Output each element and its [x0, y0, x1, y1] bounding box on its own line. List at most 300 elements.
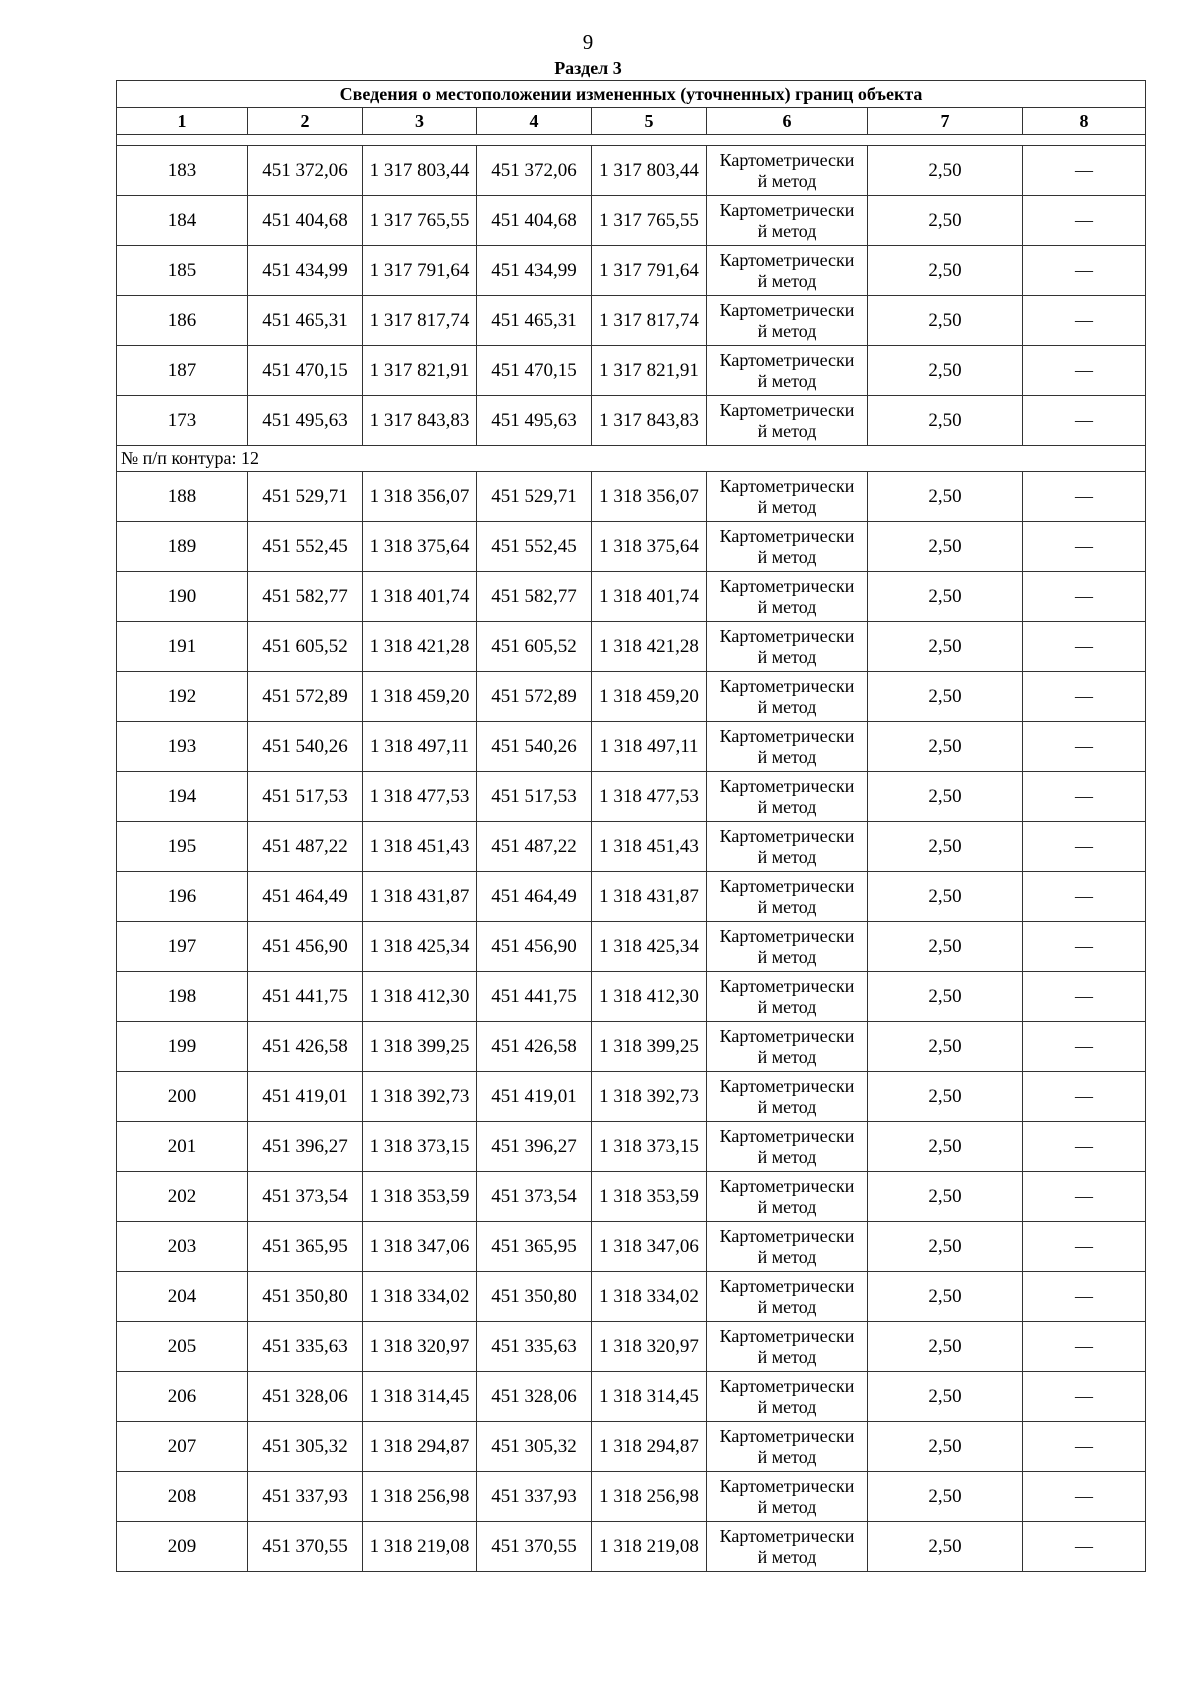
method-line2: й метод	[757, 370, 817, 391]
table-caption: Сведения о местоположении измененных (уточненных) границ объекта	[117, 81, 1146, 108]
table-row	[117, 346, 1146, 396]
point-number-cell: 200	[117, 1072, 248, 1122]
method-line1: Картометрически	[719, 925, 855, 946]
x-existing-cell: 451 552,45	[248, 522, 363, 572]
method-cell	[707, 672, 868, 722]
method-line1: Картометрически	[719, 1225, 855, 1246]
x-existing-cell: 451 441,75	[248, 972, 363, 1022]
x-existing-cell: 451 572,89	[248, 672, 363, 722]
x-new-cell: 451 396,27	[477, 1122, 592, 1172]
table-row	[117, 1272, 1146, 1322]
point-number-cell: 208	[117, 1472, 248, 1522]
y-new-cell: 1 318 375,64	[592, 522, 707, 572]
table-row	[117, 872, 1146, 922]
method-line1: Картометрически	[719, 725, 855, 746]
y-new-cell: 1 318 320,97	[592, 1322, 707, 1372]
accuracy-cell: 2,50	[868, 1422, 1023, 1472]
point-number-cell: 194	[117, 772, 248, 822]
description-cell: —	[1023, 872, 1146, 922]
y-new-cell: 1 318 373,15	[592, 1122, 707, 1172]
accuracy-cell: 2,50	[868, 1522, 1023, 1572]
table-row	[117, 772, 1146, 822]
x-new-cell: 451 529,71	[477, 472, 592, 522]
y-new-cell: 1 318 459,20	[592, 672, 707, 722]
y-existing-cell: 1 318 425,34	[363, 922, 477, 972]
method-line2: й метод	[757, 896, 817, 917]
method-line1: Картометрически	[719, 1175, 855, 1196]
description-cell: —	[1023, 622, 1146, 672]
y-existing-cell: 1 318 373,15	[363, 1122, 477, 1172]
method-cell	[707, 1172, 868, 1222]
point-number-cell: 207	[117, 1422, 248, 1472]
table-row	[117, 1372, 1146, 1422]
description-cell: —	[1023, 922, 1146, 972]
y-new-cell: 1 318 334,02	[592, 1272, 707, 1322]
x-new-cell: 451 328,06	[477, 1372, 592, 1422]
y-new-cell: 1 318 421,28	[592, 622, 707, 672]
method-cell	[707, 472, 868, 522]
x-new-cell: 451 605,52	[477, 622, 592, 672]
y-existing-cell: 1 318 392,73	[363, 1072, 477, 1122]
method-line1: Картометрически	[719, 1375, 855, 1396]
table-row	[117, 722, 1146, 772]
accuracy-cell: 2,50	[868, 1322, 1023, 1372]
x-existing-cell: 451 370,55	[248, 1522, 363, 1572]
x-new-cell: 451 441,75	[477, 972, 592, 1022]
description-cell: —	[1023, 572, 1146, 622]
method-line1: Картометрически	[719, 875, 855, 896]
method-line1: Картометрически	[719, 1325, 855, 1346]
point-number-cell: 185	[117, 246, 248, 296]
method-line1: Картометрически	[719, 1475, 855, 1496]
method-cell	[707, 822, 868, 872]
method-line1: Картометрически	[719, 1425, 855, 1446]
point-number-cell: 204	[117, 1272, 248, 1322]
method-line1: Картометрически	[719, 1075, 855, 1096]
table-row	[117, 972, 1146, 1022]
column-header: 5	[592, 108, 707, 135]
method-line2: й метод	[757, 270, 817, 291]
y-new-cell: 1 318 392,73	[592, 1072, 707, 1122]
description-cell: —	[1023, 346, 1146, 396]
method-cell	[707, 572, 868, 622]
method-line2: й метод	[757, 796, 817, 817]
y-new-cell: 1 317 791,64	[592, 246, 707, 296]
method-line2: й метод	[757, 746, 817, 767]
method-line2: й метод	[757, 696, 817, 717]
table-row	[117, 1522, 1146, 1572]
method-line1: Картометрически	[719, 349, 855, 370]
method-line1: Картометрически	[719, 475, 855, 496]
table-row	[117, 1022, 1146, 1072]
y-existing-cell: 1 317 821,91	[363, 346, 477, 396]
method-line1: Картометрически	[719, 249, 855, 270]
x-new-cell: 451 373,54	[477, 1172, 592, 1222]
method-cell	[707, 1322, 868, 1372]
y-new-cell: 1 318 314,45	[592, 1372, 707, 1422]
method-cell	[707, 296, 868, 346]
description-cell: —	[1023, 296, 1146, 346]
description-cell: —	[1023, 1472, 1146, 1522]
method-line2: й метод	[757, 1146, 817, 1167]
method-line1: Картометрически	[719, 1275, 855, 1296]
description-cell: —	[1023, 1122, 1146, 1172]
table-row	[117, 822, 1146, 872]
method-line1: Картометрически	[719, 1025, 855, 1046]
x-existing-cell: 451 419,01	[248, 1072, 363, 1122]
x-new-cell: 451 465,31	[477, 296, 592, 346]
x-new-cell: 451 335,63	[477, 1322, 592, 1372]
description-cell: —	[1023, 246, 1146, 296]
method-line1: Картометрически	[719, 975, 855, 996]
x-existing-cell: 451 335,63	[248, 1322, 363, 1372]
method-line2: й метод	[757, 596, 817, 617]
accuracy-cell: 2,50	[868, 1472, 1023, 1522]
y-new-cell: 1 318 294,87	[592, 1422, 707, 1472]
point-number-cell: 188	[117, 472, 248, 522]
description-cell: —	[1023, 1322, 1146, 1372]
point-number-cell: 203	[117, 1222, 248, 1272]
method-line2: й метод	[757, 996, 817, 1017]
y-new-cell: 1 318 401,74	[592, 572, 707, 622]
column-header: 4	[477, 108, 592, 135]
x-existing-cell: 451 464,49	[248, 872, 363, 922]
accuracy-cell: 2,50	[868, 246, 1023, 296]
description-cell: —	[1023, 972, 1146, 1022]
point-number-cell: 192	[117, 672, 248, 722]
x-existing-cell: 451 365,95	[248, 1222, 363, 1272]
method-line2: й метод	[757, 1396, 817, 1417]
y-existing-cell: 1 317 765,55	[363, 196, 477, 246]
x-existing-cell: 451 305,32	[248, 1422, 363, 1472]
y-existing-cell: 1 318 334,02	[363, 1272, 477, 1322]
method-cell	[707, 1472, 868, 1522]
method-cell	[707, 922, 868, 972]
accuracy-cell: 2,50	[868, 346, 1023, 396]
table-row	[117, 146, 1146, 196]
section-title: Раздел 3	[554, 58, 622, 78]
page-number: 9	[582, 30, 594, 54]
x-new-cell: 451 540,26	[477, 722, 592, 772]
x-existing-cell: 451 396,27	[248, 1122, 363, 1172]
method-cell	[707, 346, 868, 396]
x-new-cell: 451 572,89	[477, 672, 592, 722]
accuracy-cell: 2,50	[868, 1372, 1023, 1422]
table-row	[117, 1172, 1146, 1222]
table-row	[117, 922, 1146, 972]
method-line1: Картометрически	[719, 299, 855, 320]
accuracy-cell: 2,50	[868, 522, 1023, 572]
y-existing-cell: 1 317 791,64	[363, 246, 477, 296]
point-number-cell: 189	[117, 522, 248, 572]
method-line2: й метод	[757, 1196, 817, 1217]
x-new-cell: 451 365,95	[477, 1222, 592, 1272]
table-row	[117, 1222, 1146, 1272]
x-new-cell: 451 456,90	[477, 922, 592, 972]
column-header: 6	[707, 108, 868, 135]
x-existing-cell: 451 540,26	[248, 722, 363, 772]
method-line2: й метод	[757, 1046, 817, 1067]
point-number-cell: 193	[117, 722, 248, 772]
description-cell: —	[1023, 1272, 1146, 1322]
x-new-cell: 451 337,93	[477, 1472, 592, 1522]
y-new-cell: 1 318 219,08	[592, 1522, 707, 1572]
x-new-cell: 451 419,01	[477, 1072, 592, 1122]
description-cell: —	[1023, 1072, 1146, 1122]
point-number-cell: 199	[117, 1022, 248, 1072]
method-cell	[707, 146, 868, 196]
table-row	[117, 396, 1146, 446]
accuracy-cell: 2,50	[868, 146, 1023, 196]
y-existing-cell: 1 318 320,97	[363, 1322, 477, 1372]
x-new-cell: 451 404,68	[477, 196, 592, 246]
x-new-cell: 451 495,63	[477, 396, 592, 446]
y-existing-cell: 1 318 219,08	[363, 1522, 477, 1572]
x-existing-cell: 451 434,99	[248, 246, 363, 296]
y-new-cell: 1 318 451,43	[592, 822, 707, 872]
table-row	[117, 1122, 1146, 1172]
method-line1: Картометрически	[719, 199, 855, 220]
table-row	[117, 246, 1146, 296]
description-cell: —	[1023, 196, 1146, 246]
accuracy-cell: 2,50	[868, 196, 1023, 246]
x-existing-cell: 451 426,58	[248, 1022, 363, 1072]
accuracy-cell: 2,50	[868, 972, 1023, 1022]
x-existing-cell: 451 350,80	[248, 1272, 363, 1322]
description-cell: —	[1023, 672, 1146, 722]
y-new-cell: 1 318 431,87	[592, 872, 707, 922]
y-new-cell: 1 317 821,91	[592, 346, 707, 396]
method-line1: Картометрически	[719, 775, 855, 796]
method-cell	[707, 872, 868, 922]
y-existing-cell: 1 318 353,59	[363, 1172, 477, 1222]
x-existing-cell: 451 328,06	[248, 1372, 363, 1422]
table-body	[117, 135, 1146, 1572]
method-cell	[707, 1422, 868, 1472]
y-existing-cell: 1 318 421,28	[363, 622, 477, 672]
x-new-cell: 451 370,55	[477, 1522, 592, 1572]
x-existing-cell: 451 456,90	[248, 922, 363, 972]
accuracy-cell: 2,50	[868, 472, 1023, 522]
description-cell: —	[1023, 1172, 1146, 1222]
method-cell	[707, 246, 868, 296]
y-existing-cell: 1 317 817,74	[363, 296, 477, 346]
method-line1: Картометрически	[719, 575, 855, 596]
x-existing-cell: 451 605,52	[248, 622, 363, 672]
method-cell	[707, 1022, 868, 1072]
method-line1: Картометрически	[719, 825, 855, 846]
method-line2: й метод	[757, 496, 817, 517]
column-number-row	[117, 108, 1146, 135]
x-existing-cell: 451 487,22	[248, 822, 363, 872]
method-cell	[707, 1522, 868, 1572]
x-new-cell: 451 487,22	[477, 822, 592, 872]
header-separator	[117, 135, 1146, 146]
x-existing-cell: 451 495,63	[248, 396, 363, 446]
method-cell	[707, 1122, 868, 1172]
point-number-cell: 173	[117, 396, 248, 446]
y-existing-cell: 1 318 399,25	[363, 1022, 477, 1072]
description-cell: —	[1023, 522, 1146, 572]
y-existing-cell: 1 318 401,74	[363, 572, 477, 622]
y-existing-cell: 1 318 294,87	[363, 1422, 477, 1472]
point-number-cell: 186	[117, 296, 248, 346]
table-row	[117, 196, 1146, 246]
boundary-coordinates-table	[116, 80, 1146, 1572]
method-line1: Картометрически	[719, 525, 855, 546]
x-new-cell: 451 582,77	[477, 572, 592, 622]
point-number-cell: 209	[117, 1522, 248, 1572]
description-cell: —	[1023, 1372, 1146, 1422]
method-line2: й метод	[757, 420, 817, 441]
method-cell	[707, 396, 868, 446]
y-new-cell: 1 318 497,11	[592, 722, 707, 772]
method-cell	[707, 196, 868, 246]
method-cell	[707, 722, 868, 772]
accuracy-cell: 2,50	[868, 1172, 1023, 1222]
x-existing-cell: 451 404,68	[248, 196, 363, 246]
point-number-cell: 183	[117, 146, 248, 196]
description-cell: —	[1023, 1522, 1146, 1572]
contour-row	[117, 446, 1146, 472]
method-line2: й метод	[757, 946, 817, 967]
method-cell	[707, 1372, 868, 1422]
method-cell	[707, 1272, 868, 1322]
x-existing-cell: 451 337,93	[248, 1472, 363, 1522]
accuracy-cell: 2,50	[868, 622, 1023, 672]
y-new-cell: 1 317 803,44	[592, 146, 707, 196]
y-new-cell: 1 318 477,53	[592, 772, 707, 822]
table-row	[117, 472, 1146, 522]
description-cell: —	[1023, 396, 1146, 446]
accuracy-cell: 2,50	[868, 772, 1023, 822]
method-cell	[707, 622, 868, 672]
y-existing-cell: 1 318 314,45	[363, 1372, 477, 1422]
accuracy-cell: 2,50	[868, 396, 1023, 446]
point-number-cell: 190	[117, 572, 248, 622]
accuracy-cell: 2,50	[868, 1072, 1023, 1122]
description-cell: —	[1023, 772, 1146, 822]
y-new-cell: 1 317 843,83	[592, 396, 707, 446]
y-existing-cell: 1 318 356,07	[363, 472, 477, 522]
x-new-cell: 451 426,58	[477, 1022, 592, 1072]
point-number-cell: 196	[117, 872, 248, 922]
column-header: 8	[1023, 108, 1146, 135]
method-cell	[707, 772, 868, 822]
table-row	[117, 296, 1146, 346]
table-row	[117, 522, 1146, 572]
x-new-cell: 451 470,15	[477, 346, 592, 396]
y-new-cell: 1 318 353,59	[592, 1172, 707, 1222]
method-line2: й метод	[757, 1546, 817, 1567]
method-line1: Картометрически	[719, 675, 855, 696]
method-line2: й метод	[757, 1246, 817, 1267]
table-row	[117, 622, 1146, 672]
column-header: 1	[117, 108, 248, 135]
method-line2: й метод	[757, 1446, 817, 1467]
point-number-cell: 184	[117, 196, 248, 246]
accuracy-cell: 2,50	[868, 1122, 1023, 1172]
point-number-cell: 187	[117, 346, 248, 396]
description-cell: —	[1023, 472, 1146, 522]
y-new-cell: 1 318 425,34	[592, 922, 707, 972]
description-cell: —	[1023, 722, 1146, 772]
accuracy-cell: 2,50	[868, 296, 1023, 346]
method-line1: Картометрически	[719, 1525, 855, 1546]
column-header: 2	[248, 108, 363, 135]
y-new-cell: 1 318 412,30	[592, 972, 707, 1022]
accuracy-cell: 2,50	[868, 1272, 1023, 1322]
method-line2: й метод	[757, 170, 817, 191]
x-new-cell: 451 552,45	[477, 522, 592, 572]
y-existing-cell: 1 318 347,06	[363, 1222, 477, 1272]
point-number-cell: 191	[117, 622, 248, 672]
accuracy-cell: 2,50	[868, 722, 1023, 772]
point-number-cell: 198	[117, 972, 248, 1022]
y-new-cell: 1 318 256,98	[592, 1472, 707, 1522]
accuracy-cell: 2,50	[868, 572, 1023, 622]
y-existing-cell: 1 317 843,83	[363, 396, 477, 446]
y-existing-cell: 1 318 477,53	[363, 772, 477, 822]
y-new-cell: 1 318 356,07	[592, 472, 707, 522]
x-existing-cell: 451 373,54	[248, 1172, 363, 1222]
y-existing-cell: 1 318 375,64	[363, 522, 477, 572]
method-line2: й метод	[757, 1096, 817, 1117]
y-existing-cell: 1 317 803,44	[363, 146, 477, 196]
method-line2: й метод	[757, 220, 817, 241]
point-number-cell: 197	[117, 922, 248, 972]
accuracy-cell: 2,50	[868, 822, 1023, 872]
method-cell	[707, 522, 868, 572]
x-new-cell: 451 434,99	[477, 246, 592, 296]
y-new-cell: 1 317 817,74	[592, 296, 707, 346]
y-existing-cell: 1 318 451,43	[363, 822, 477, 872]
accuracy-cell: 2,50	[868, 1222, 1023, 1272]
description-cell: —	[1023, 1222, 1146, 1272]
y-existing-cell: 1 318 459,20	[363, 672, 477, 722]
x-existing-cell: 451 465,31	[248, 296, 363, 346]
method-cell	[707, 1072, 868, 1122]
accuracy-cell: 2,50	[868, 922, 1023, 972]
x-new-cell: 451 305,32	[477, 1422, 592, 1472]
method-line2: й метод	[757, 846, 817, 867]
point-number-cell: 206	[117, 1372, 248, 1422]
x-new-cell: 451 517,53	[477, 772, 592, 822]
y-existing-cell: 1 318 256,98	[363, 1472, 477, 1522]
description-cell: —	[1023, 1022, 1146, 1072]
y-existing-cell: 1 318 497,11	[363, 722, 477, 772]
point-number-cell: 205	[117, 1322, 248, 1372]
method-cell	[707, 972, 868, 1022]
point-number-cell: 195	[117, 822, 248, 872]
x-existing-cell: 451 582,77	[248, 572, 363, 622]
description-cell: —	[1023, 146, 1146, 196]
x-existing-cell: 451 470,15	[248, 346, 363, 396]
column-header: 7	[868, 108, 1023, 135]
y-new-cell: 1 318 347,06	[592, 1222, 707, 1272]
table-row	[117, 1422, 1146, 1472]
x-existing-cell: 451 517,53	[248, 772, 363, 822]
table-row	[117, 1072, 1146, 1122]
description-cell: —	[1023, 822, 1146, 872]
method-line2: й метод	[757, 1296, 817, 1317]
table-row	[117, 1322, 1146, 1372]
x-existing-cell: 451 529,71	[248, 472, 363, 522]
method-line2: й метод	[757, 646, 817, 667]
point-number-cell: 202	[117, 1172, 248, 1222]
x-new-cell: 451 350,80	[477, 1272, 592, 1322]
y-existing-cell: 1 318 412,30	[363, 972, 477, 1022]
